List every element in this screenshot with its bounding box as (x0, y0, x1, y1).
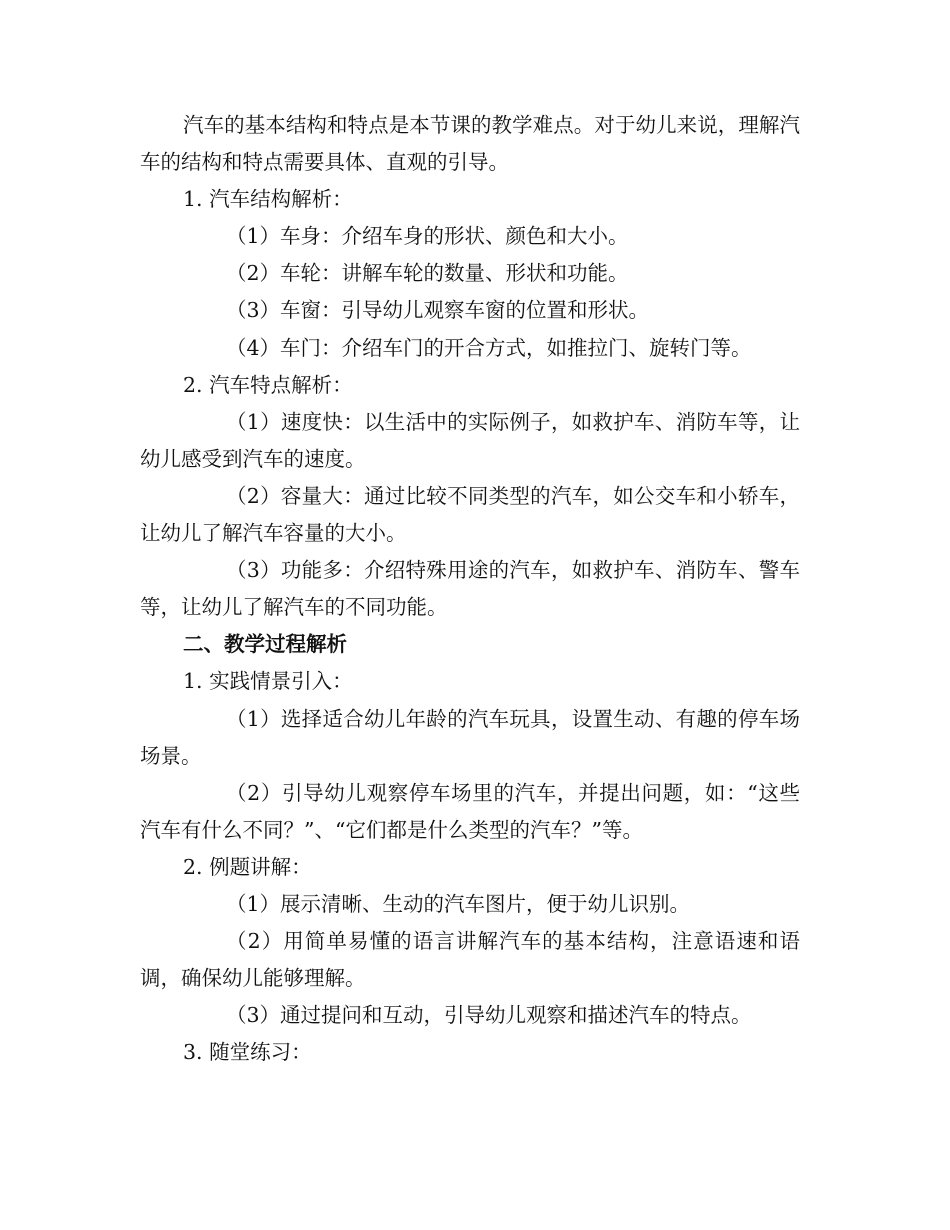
document-body (140, 107, 800, 1071)
list-item-features-heading: 2. 汽车特点解析： (183, 372, 353, 397)
list-item-examples-heading: 2. 例题讲解： (183, 854, 312, 879)
list-item-interaction: （3）通过提问和互动，引导幼儿观察和描述汽车的特点。 (226, 1003, 752, 1028)
list-item-body: （1）车身：介绍车身的形状、颜色和大小。 (226, 224, 629, 249)
list-item-toys: （1）选择适合幼儿年龄的汽车玩具，设置生动、有趣的停车场场景。 (140, 706, 800, 768)
list-item-pictures: （1）展示清晰、生动的汽车图片，便于幼儿识别。 (226, 891, 691, 916)
list-item-language: （2）用简单易懂的语言讲解汽车的基本结构，注意语速和语调，确保幼儿能够理解。 (140, 929, 800, 991)
section-heading: 二、教学过程解析 (183, 632, 347, 657)
list-item-practice-heading: 3. 随堂练习： (183, 1040, 312, 1065)
list-item-functions: （3）功能多：介绍特殊用途的汽车，如救护车、消防车、警车等，让幼儿了解汽车的不同功能。 (140, 558, 800, 620)
list-item-wheels: （2）车轮：讲解车轮的数量、形状和功能。 (226, 261, 629, 286)
list-item-scene-heading: 1. 实践情景引入： (183, 669, 353, 694)
intro-paragraph: 汽车的基本结构和特点是本节课的教学难点。对于幼儿来说，理解汽车的结构和特点需要具体、直观的引导。 (140, 113, 800, 175)
list-item-capacity: （2）容量大：通过比较不同类型的汽车，如公交车和小轿车，让幼儿了解汽车容量的大小。 (140, 483, 800, 546)
list-item-windows: （3）车窗：引导幼儿观察车窗的位置和形状。 (226, 298, 650, 323)
list-item-doors: （4）车门：介绍车门的开合方式，如推拉门、旋转门等。 (226, 335, 752, 360)
list-item-structure-heading: 1. 汽车结构解析： (183, 187, 353, 212)
list-item-speed: （1）速度快：以生活中的实际例子，如救护车、消防车等，让幼儿感受到汽车的速度。 (140, 409, 800, 471)
list-item-questions: （2）引导幼儿观察停车场里的汽车，并提出问题，如：“这些汽车有什么不同？”、“它们都是什么类型的汽车？”等。 (140, 780, 800, 842)
